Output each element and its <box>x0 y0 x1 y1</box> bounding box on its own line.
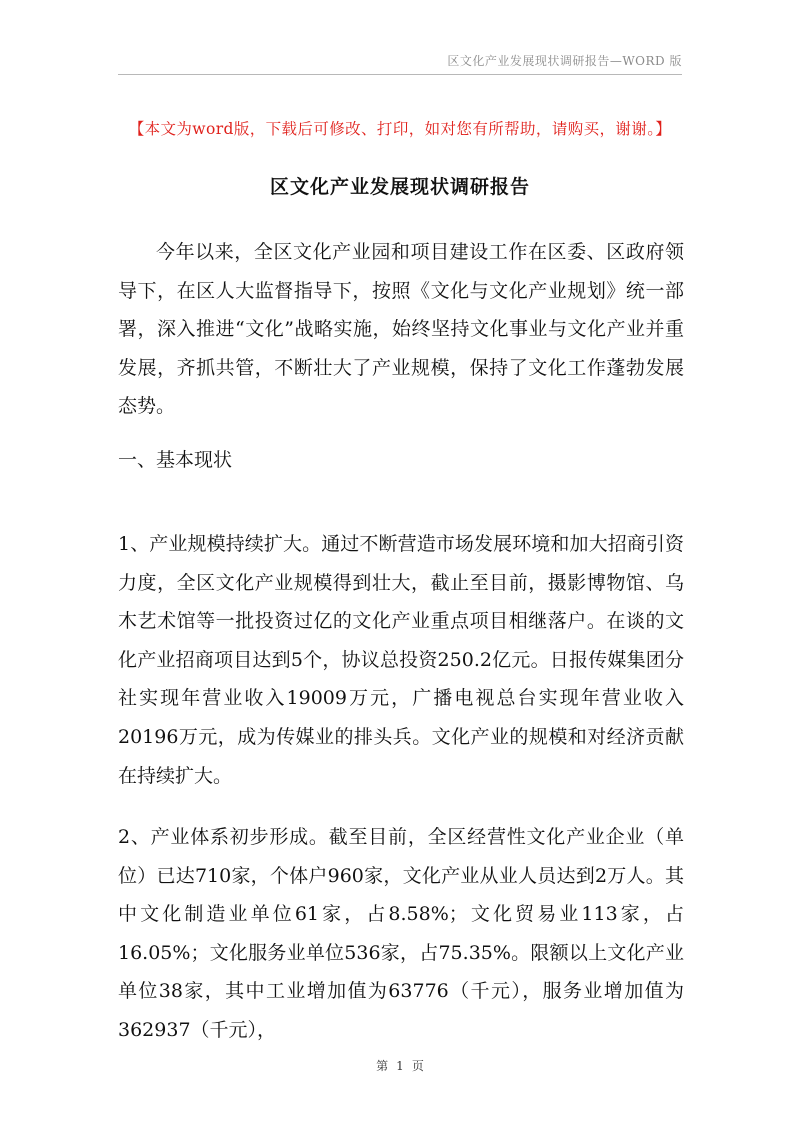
item-2-paragraph: 2、产业体系初步形成。截至目前，全区经营性文化产业企业（单位）已达710家，个体户960家，文化产业从业人员达到2万人。其中文化制造业单位61家，占8.58%；文化贸易业113家，占16.05%；文化服务业单位536家，占75.35%。限额以上文化产业单位38家，其中工业增加值为63776（千元），服务业增加值为362937（千元）， <box>118 826 684 1041</box>
running-header: 区文化产业发展现状调研报告—WORD 版 <box>447 54 682 68</box>
document-title: 区文化产业发展现状调研报告 <box>269 176 530 198</box>
footer-prefix: 第 <box>376 1059 389 1073</box>
header-divider <box>118 74 682 75</box>
intro-paragraph: 今年以来，全区文化产业园和项目建设工作在区委、区政府领导下，在区人大监督指导下，按照《文化与文化产业规划》统一部署，深入推进“文化”战略实施，始终坚持文化事业与文化产业并重发展，齐抓共管，不断壮大了产业规模，保持了文化工作蓬勃发展态势。 <box>118 241 684 418</box>
page-footer <box>0 1057 800 1074</box>
footer-suffix: 页 <box>411 1059 424 1073</box>
download-notice: 【本文为word版，下载后可修改、打印，如对您有所帮助，请购买，谢谢。】 <box>128 120 672 138</box>
item-1-paragraph: 1、产业规模持续扩大。通过不断营造市场发展环境和加大招商引资力度，全区文化产业规模得到壮大，截止至目前，摄影博物馆、乌木艺术馆等一批投资过亿的文化产业重点项目相继落户。在谈的文化产业招商项目达到5个，协议总投资250.2亿元。日报传媒集团分社实现年营业收入19009万元，广播电视总台实现年营业收入20196万元，成为传媒业的排头兵。文化产业的规模和对经济贡献在持续扩大。 <box>118 533 684 787</box>
page-number: 1 <box>396 1059 404 1073</box>
section-heading: 一、基本现状 <box>118 449 233 471</box>
